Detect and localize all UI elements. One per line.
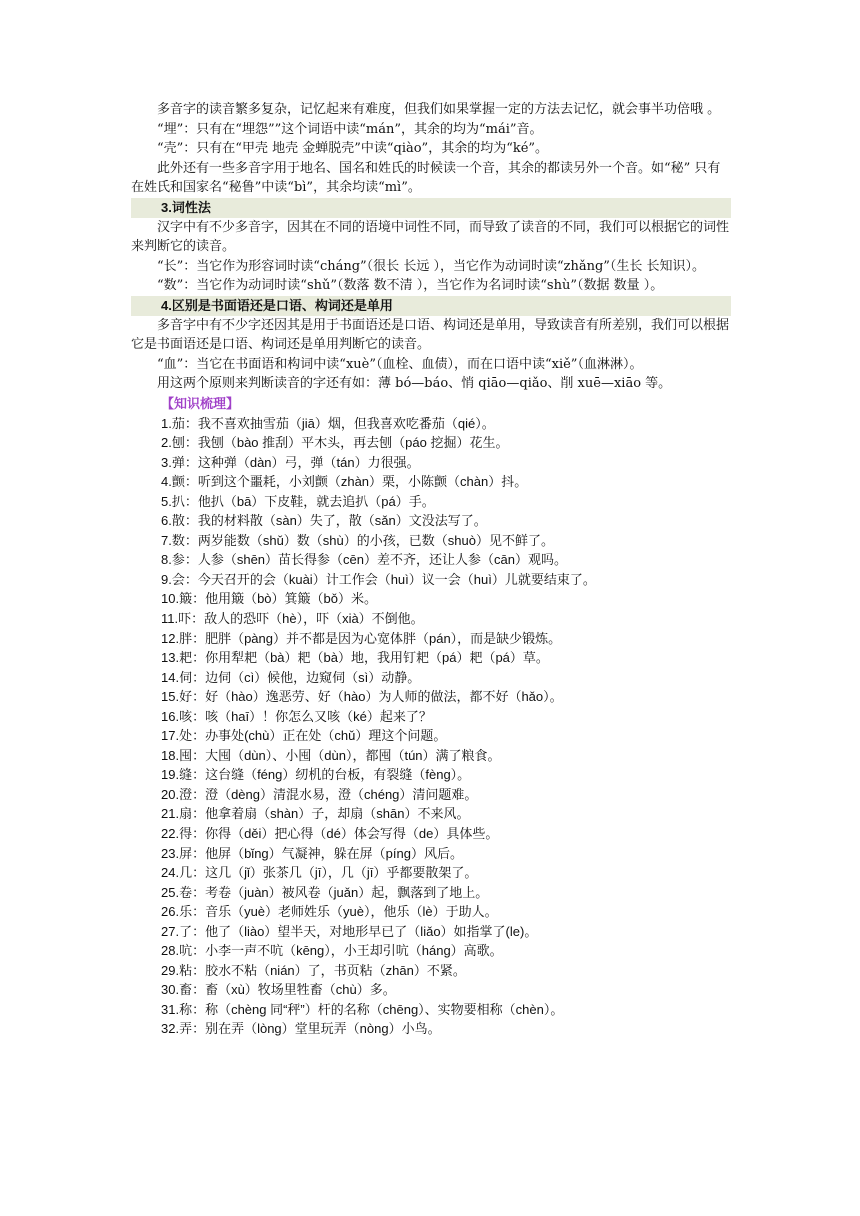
knowledge-title: 【知识梳理】 — [161, 395, 240, 411]
rule-xue: “血”：当它在书面语和构词中读“xuè”（血栓、血债），而在口语中读“xiě”（血淋淋）。 — [157, 356, 643, 372]
list-item: 22.得：你得（děi）把心得（dé）体会写得（de）具体些。 — [161, 825, 499, 841]
list-item: 28.吭：小李一声不吭（kēng），小王却引吭（háng）高歌。 — [161, 943, 503, 959]
list-item: 2.刨：我刨（bào 推刮）平木头，再去刨（páo 挖掘）花生。 — [161, 435, 509, 451]
list-item: 11.吓：敌人的恐吓（hè），吓（xià）不倒他。 — [161, 610, 424, 626]
rule-ke: “壳”：只有在“甲壳 地壳 金蝉脱壳”中读“qiào”，其余的均为“ké”。 — [157, 141, 549, 157]
list-item: 3.弹：这种弹（dàn）弓，弹（tán）力很强。 — [161, 454, 420, 470]
rule-mi: 此外还有一些多音字用于地名、国名和姓氏的时候读一个音，其余的都读另外一个音。如“秘” 只有在姓氏和国家名“秘鲁”中读“bì”，其余均读“mì”。 — [131, 160, 721, 196]
section3-paragraph: 汉字中有不少多音字，因其在不同的语境中词性不同，而导致了读音的不同，我们可以根据它的词性来判断它的读音。 — [131, 219, 730, 255]
list-item: 6.散：我的材料散（sàn）失了，散（sǎn）文没法写了。 — [161, 513, 487, 529]
list-item: 4.颤：听到这个噩耗，小刘颤（zhàn）栗，小陈颤（chàn）抖。 — [161, 474, 528, 490]
list-item: 18.囤：大囤（dùn）、小囤（dùn），都囤（tún）满了粮食。 — [161, 747, 501, 763]
knowledge-list — [131, 414, 731, 1040]
rule-examples: 用这两个原则来判断读音的字还有如：薄 bó—báo、悄 qiāo—qiǎo、削 xuē—xiāo 等。 — [157, 376, 672, 392]
list-item: 30.畜：畜（xù）牧场里牲畜（chù）多。 — [161, 982, 396, 998]
list-item: 15.好：好（hào）逸恶劳、好（hào）为人师的做法，都不好（hǎo）。 — [161, 689, 563, 705]
list-item: 5.扒：他扒（bā）下皮鞋，就去追扒（pá）手。 — [161, 493, 435, 509]
rule-shu: “数”：当它作为动词时读“shǔ”（数落 数不清 ），当它作为名词时读“shù”（数据 数量 ）。 — [157, 278, 664, 294]
list-item: 24.几：这几（jǐ）张茶几（jī），几（jī）乎都要散架了。 — [161, 865, 478, 881]
list-item: 1.茄：我不喜欢抽雪茄（jiā）烟，但我喜欢吃番茄（qié）。 — [161, 415, 495, 431]
list-item: 26.乐：音乐（yuè）老师姓乐（yuè），他乐（lè）于助人。 — [161, 904, 498, 920]
list-item: 12.胖：肥胖（pàng）并不都是因为心宽体胖（pán），而是缺少锻炼。 — [161, 630, 562, 646]
list-item: 16.咳：咳（haī）！你怎么又咳（ké）起来了？ — [161, 708, 432, 724]
rule-mai: “埋”：只有在“埋怨””这个词语中读“mán”，其余的均为“mái”音。 — [157, 121, 543, 137]
rule-zhang: “长”：当它作为形容词时读“cháng”（很长 长远 ），当它作为动词时读“zhǎng”（生长 长知识）。 — [157, 258, 706, 274]
section-heading-4: 4.区别是书面语还是口语、构词还是单用 — [131, 296, 731, 316]
list-item: 27.了：他了（liào）望半天，对地形早已了（liǎo）如指掌了(le)。 — [161, 923, 538, 939]
list-item: 17.处：办事处(chù）正在处（chǔ）理这个问题。 — [161, 728, 447, 744]
list-item: 32.弄：别在弄（lòng）堂里玩弄（nòng）小鸟。 — [161, 1021, 441, 1037]
list-item: 29.粘：胶水不粘（nián）了，书页粘（zhān）不紧。 — [161, 962, 466, 978]
list-item: 23.屏：他屏（bǐng）气凝神，躲在屏（píng）风后。 — [161, 845, 463, 861]
list-item: 9.会：今天召开的会（kuài）计工作会（huì）议一会（huì）儿就要结束了。 — [161, 571, 596, 587]
section-heading-3: 3.词性法 — [131, 198, 731, 218]
list-item: 21.扇：他拿着扇（shàn）子，却扇（shān）不来风。 — [161, 806, 470, 822]
list-item: 25.卷：考卷（juàn）被风卷（juǎn）起，飘落到了地上。 — [161, 884, 489, 900]
list-item: 14.伺：边伺（cì）候他，边窥伺（sì）动静。 — [161, 669, 421, 685]
list-item: 10.簸：他用簸（bò）箕簸（bǒ）米。 — [161, 591, 377, 607]
intro-paragraph: 多音字的读音繁多复杂，记忆起来有难度，但我们如果掌握一定的方法去记忆，就会事半功倍哦 。 — [157, 102, 721, 117]
document-body — [131, 100, 731, 1039]
list-item: 31.称：称（chèng 同“秤”）杆的名称（chēng）、实物要相称（chèn）。 — [161, 1001, 564, 1017]
list-item: 20.澄：澄（dèng）清混水易，澄（chéng）清问题难。 — [161, 786, 478, 802]
list-item: 7.数：两岁能数（shǔ）数（shù）的小孩，已数（shuò）见不鲜了。 — [161, 532, 554, 548]
section4-paragraph: 多音字中有不少字还因其是用于书面语还是口语、构词还是单用，导致读音有所差别，我们可以根据它是书面语还是口语、构词还是单用判断它的读音。 — [131, 317, 730, 353]
list-item: 13.耙：你用犁耙（bà）耙（bà）地，我用钉耙（pá）耙（pá）草。 — [161, 650, 549, 666]
list-item: 8.参：人参（shēn）苗长得参（cēn）差不齐，还让人参（cān）观吗。 — [161, 552, 567, 568]
list-item: 19.缝：这台缝（féng）纫机的台板，有裂缝（fèng）。 — [161, 767, 471, 783]
